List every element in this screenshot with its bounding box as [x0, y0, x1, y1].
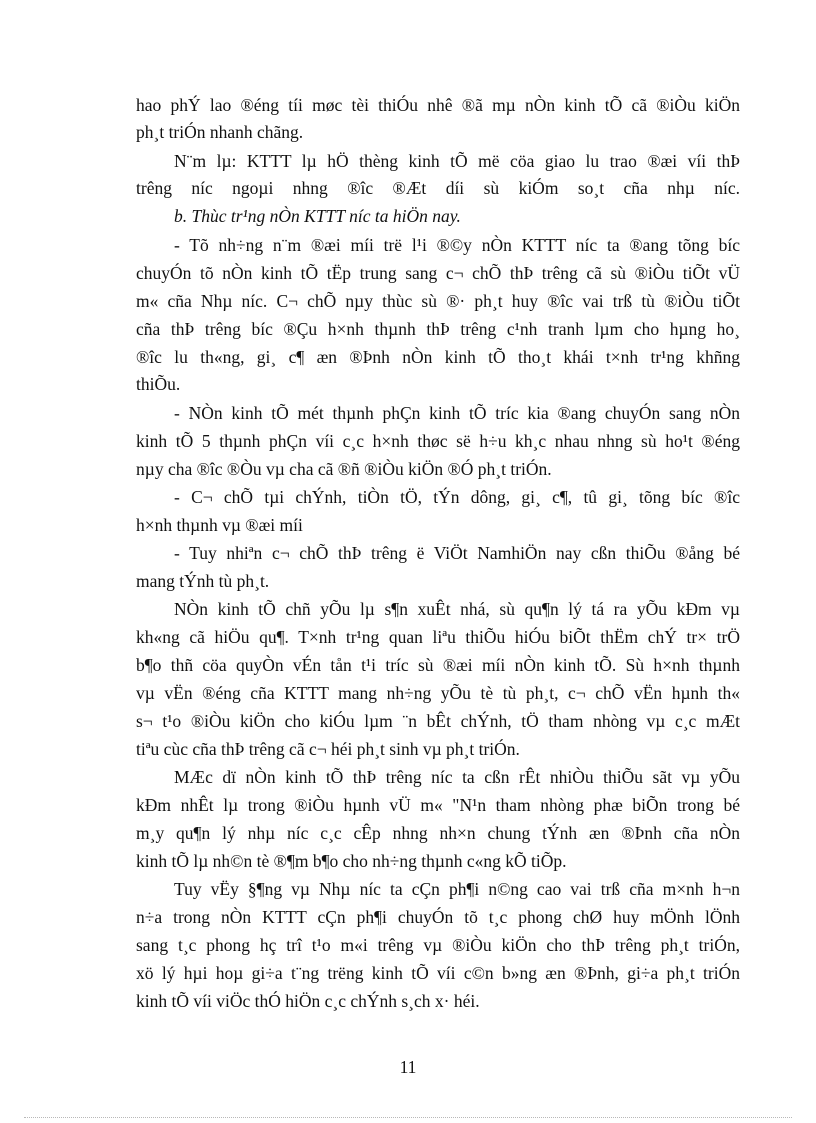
text-line: sang t¸c phong hç trî t¹o m«i trêng vµ ®iÒu kiÖn cho thÞ trêng ph¸t triÓn, [136, 935, 740, 955]
text-line: Tuy vËy §¶ng vµ Nhµ níc ta cÇn ph¶i n©ng cao vai trß cña m×nh h¬n [174, 879, 740, 899]
text-line: NÒn kinh tÕ chñ yÕu lµ s¶n xuÊt nhá, sù qu¶n lý tá ra yÕu kÐm vµ [174, 599, 740, 619]
text-line: mang tÝnh tù ph¸t. [136, 571, 270, 591]
text-line: nµy cha ®îc ®Òu vµ cha cã ®ñ ®iÒu kiÖn ®Ó ph¸t triÓn. [136, 459, 552, 479]
section-heading: b. Thùc tr¹ng nÒn KTTT níc ta hiÖn nay. [174, 206, 461, 226]
text-line: N¨m lµ: KTTT lµ hÖ thèng kinh tÕ më cöa giao lu trao ®æi víi thÞ [174, 151, 740, 171]
text-line: b¶o thñ cöa quyÒn vÉn tån t¹i tríc sù ®æi míi nÒn kinh tÕ. Sù h×nh thµnh [136, 655, 740, 675]
text-line: trêng níc ngoµi nhng ®îc ®Æt díi sù kiÓm so¸t cña nhµ níc. [136, 178, 740, 198]
text-line: - Tuy nhiªn c¬ chÕ thÞ trêng ë ViÖt NamhiÖn nay cßn thiÕu ®ång bé [174, 543, 740, 563]
text-line: kinh tÕ lµ nh©n tè ®¶m b¶o cho nh÷ng thµnh c«ng kÕ tiÕp. [136, 851, 567, 871]
text-line: s¬ t¹o ®iÒu kiÖn cho kiÓu lµm ¨n bÊt chÝnh, tÖ tham nhòng vµ c¸c mÆt [136, 711, 740, 731]
text-line: kinh tÕ 5 thµnh phÇn víi c¸c h×nh thøc së h÷u kh¸c nhau nhng sù ho¹t ®éng [136, 431, 740, 451]
text-line: m« cña Nhµ níc. C¬ chÕ nµy thùc sù ®· ph¸t huy ®îc vai trß tù ®iÒu tiÕt [136, 291, 740, 311]
text-line: kÐm nhÊt lµ trong ®iÒu hµnh vÜ m« "N¹n tham nhòng phæ biÕn trong bé [136, 795, 740, 815]
text-line: ®îc lu th«ng, gi¸ c¶ æn ®Þnh nÒn kinh tÕ tho¸t khái t×nh tr¹ng khñng [136, 347, 740, 367]
text-line: cña thÞ trêng bíc ®Çu h×nh thµnh thÞ trêng c¹nh tranh lµm cho hµng ho¸ [136, 319, 740, 339]
text-line: h×nh thµnh vµ ®æi míi [136, 515, 303, 535]
text-line: m¸y qu¶n lý nhµ níc c¸c cÊp nhng nh×n chung tÝnh æn ®Þnh cña nÒn [136, 823, 740, 843]
text-line: MÆc dï nÒn kinh tÕ thÞ trêng níc ta cßn rÊt nhiÒu thiÕu sãt vµ yÕu [174, 767, 740, 787]
text-line: n÷a trong nÒn KTTT cÇn ph¶i chuyÓn tõ t¸c phong chØ huy mÖnh lÖnh [136, 907, 740, 927]
text-line: kinh tÕ víi viÖc thÓ hiÖn c¸c chÝnh s¸ch x· héi. [136, 991, 480, 1011]
text-line: xö lý hµi hoµ gi÷a t¨ng trëng kinh tÕ víi c©n b»ng æn ®Þnh, gi÷a ph¸t triÓn [136, 963, 740, 983]
text-line: - Tõ nh÷ng n¨m ®æi míi trë l¹i ®©y nÒn KTTT níc ta ®ang tõng bíc [174, 235, 740, 255]
text-line: ph¸t triÓn nhanh chãng. [136, 122, 304, 142]
text-line: vµ vËn ®éng cña KTTT mang nh÷ng yÕu tè tù ph¸t, c¬ chÕ vËn hµnh th« [136, 683, 740, 703]
text-line: - NÒn kinh tÕ mét thµnh phÇn kinh tÕ tríc kia ®ang chuyÓn sang nÒn [174, 403, 740, 423]
text-line: thiÕu. [136, 374, 181, 394]
text-line: chuyÓn tõ nÒn kinh tÕ tËp trung sang c¬ chÕ thÞ trêng cã sù ®iÒu tiÕt vÜ [136, 263, 740, 283]
page-bottom-divider [24, 1117, 792, 1118]
text-line: kh«ng cã hiÖu qu¶. T×nh tr¹ng quan liªu thiÕu hiÓu biÕt thËm chÝ tr× trÖ [136, 627, 740, 647]
text-line: tiªu cùc cña thÞ trêng cã c¬ héi ph¸t sinh vµ ph¸t triÓn. [136, 739, 520, 759]
text-line: - C¬ chÕ tµi chÝnh, tiÒn tÖ, tÝn dông, gi¸ c¶, tû gi¸ tõng bíc ®îc [174, 487, 740, 507]
text-line: hao phÝ lao ®éng tíi møc tèi thiÓu nhê ®ã mµ nÒn kinh tÕ cã ®iÒu kiÖn [136, 95, 740, 115]
page-number: 11 [399, 1057, 417, 1077]
